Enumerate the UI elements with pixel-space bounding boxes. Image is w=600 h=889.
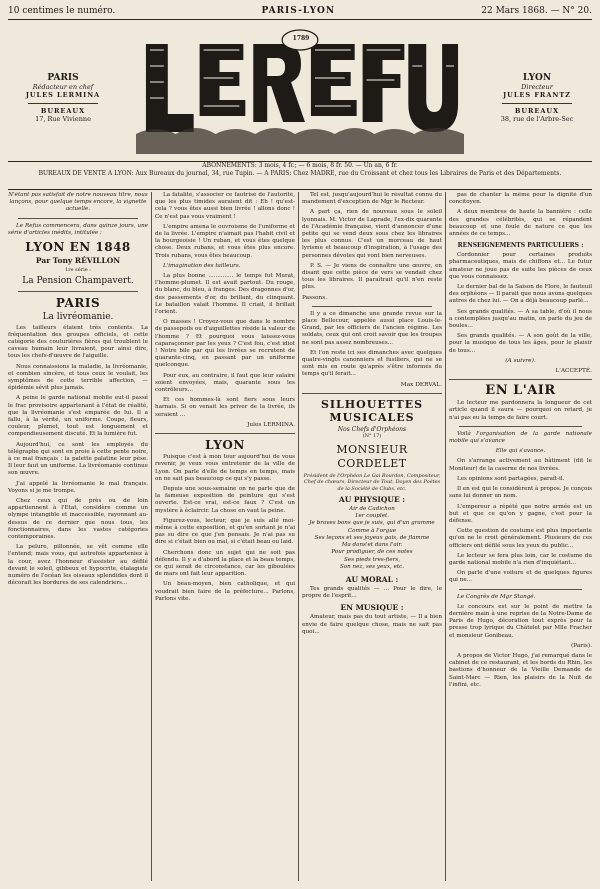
sales-offices: BUREAUX DE VENTE A LYON: Aux Bureaux du journal, 34, rue Tupin. — A PARIS: Chez MADRE, rue du Croissant et chez tous les Libraires de Paris et des Départements. (38, 170, 562, 177)
article-paragraph: A deux membres de haute la bannière : celle des grandes célébrités, qui se répandent beaucoup et une foule de nature ce que les années de ce temps... (449, 209, 592, 238)
subject-name: MONSIEUR CORDELET (336, 442, 408, 470)
article-paragraph: Un beau-moyen, bien catholique, et qui voudrait bien faire de la préfecture... Parlons, Parlons vite. (155, 581, 295, 602)
left-role: Rédacteur en chef (32, 82, 94, 91)
issue-date: 22 Mars 1868. — N° 20. (481, 6, 592, 16)
article-paragraph: Le lecteur me pardonnera la longueur de cet article quand il saura — pourquoi on retard, je n'ai pas eu la temps de faire court. (449, 400, 592, 421)
right-address: 38, rue de l'Arbre-Sec (500, 115, 574, 123)
article-paragraph: Cordonnier pour certaines produits pharmaceutiques, mais de chiffons et... Le futur amateur ne joue pas de suite les pièces de ceux que vous connaissez. (449, 252, 592, 280)
left-address: 17, Rue Vivienne (35, 115, 91, 123)
article-paragraph: Voilà l'organisation de la garde nationale mobile qui s'avance (449, 430, 592, 445)
article-paragraph: On parle d'une voiture et de quelques figures qui ne... (449, 570, 592, 584)
intro-note: N'étant pas satisfait de notre nouveau titre, nous lançons, pour quelque temps encore, la vignette actuelle. (8, 192, 148, 213)
column-divider (298, 192, 299, 881)
verse-couplet: 1er couplet. (354, 513, 390, 520)
verse-line: Ses pieds tres-fiers, (343, 556, 401, 563)
masthead (8, 22, 592, 162)
divider (155, 433, 295, 434)
left-city: PARIS (47, 73, 79, 83)
divider (449, 379, 592, 380)
section-title-silhouettes: SILHOUETTES MUSICALES (320, 397, 424, 424)
musique-heading: EN MUSIQUE : (340, 603, 404, 613)
price-label: 10 centimes le numéro. (8, 6, 116, 16)
article-paragraph: Il y a ce dimanche une grande revue sur la place Bellecour, appelée aussi place Louis-le-Grand, par les officiers de l'ancien régime. Les soldats, ceux qui ont croit savoir que les troupes ne sont pas assez nombreuses... (302, 310, 442, 346)
verse-line: Comme à l'orgue (347, 527, 397, 534)
article-paragraph: Tel est, jusqu'aujourd'hui le résultat connu du mandement d'exception de Mgr le Recteur. (302, 192, 442, 206)
verse-line: Son nez, ses yeux, etc. (339, 563, 405, 570)
city-label: PARIS-LYON (261, 6, 336, 16)
article-paragraph: Les tailleurs étaient très contents. La fréquentation des groupes officiels, et cette catégorie des couturières fières qui troublent le caveau humain leur livraient, pour ainsi dire, tous les chefs-d'œuvre de l'aiguille. (8, 324, 148, 360)
physique-heading: AU PHYSIQUE : (338, 495, 406, 505)
article-paragraph: La fatalité, s'associer ce fautrisé de l'autorité, que les plus timides auraient dit : Eh ! qu'est-cela ? vous êtes aussi bien livrée ! allons donc ! Ce n'est pas vous vraiment ! (155, 192, 295, 220)
particulars-heading: RENSEIGNEMENTS PARTICULIERS : (457, 242, 584, 250)
verse-air: Air de Cadichon (349, 506, 395, 513)
article-paragraph: A propos de Victor Hugo, j'ai remarqué dans le cabinet de ce restaurant, et les bords du Rhin, les bastions d'honneur de la Vieille Demande de Saint-Marc — Rien, les plaisirs de la Nuit de l'infini, etc. (449, 652, 592, 688)
article-paragraph: Cette question de costume est plus importante qu'on ne le croit généralement. Plusieurs de ces officiers ont défilé sous les yeux du public... (449, 528, 592, 549)
article-paragraph: L'empire amena le ouvroisme de l'uniforme et de la livrée. L'empire n'aimait pas l'habit civil et la bourgeoisie ! Un ruban, et vous êtes quelque chose. Deux rubans, et vous êtes plus encore. Trois rubans, vous êtes beaucoup. (155, 223, 295, 259)
column-2 (155, 192, 295, 881)
verse-line: Ses leçons et ses joyeux gais, de flamme (314, 534, 430, 541)
verse-line: Pour prodiguer, de ces notes (331, 549, 413, 556)
author-signature: Jules LERMINA. (247, 421, 295, 428)
article-paragraph: Nous connaissions la maladie, la livréomanie, et combien sincère, et tous ceux le voulait, les symptômes de cette terrible affection, — épidémie sévit plus jamais. (8, 363, 148, 392)
top-line (8, 4, 592, 18)
moral-heading: AU MORAL : (345, 574, 399, 584)
article-aside: (Paris). (570, 642, 592, 649)
article-paragraph: pas de chanter la même pour la dignité d'un concitoyen. (449, 192, 592, 206)
divider (18, 291, 138, 292)
article-paragraph: Aujourd'hui, ce sont les employés du télégraphe qui sont en proie à cette pente noire, à ce mal français : la palette palatine leur pèse. Il leur faut un uniforme. La livréomanie continue son œuvre. (8, 441, 148, 477)
article-paragraph: La pelure, pillonnée, se vêt comme elle l'entend; mais vous, qui autrefois apparteniez à la cour, avez l'honneur d'assister au défilé devant le soleil, gibbeux et hypocrite, étalagiste numéro de l'océan les oiseaux splendides dont il décorait les bordures de ses calendriers... (8, 544, 148, 587)
divider (18, 218, 138, 219)
logo-year: 1789 (292, 35, 310, 42)
masthead-right (482, 74, 592, 124)
article-paragraph: On s'arrange activement au bâtiment (dit le Moniteur) de la caserne de nos livrées. (449, 458, 592, 472)
masthead-left (8, 74, 118, 124)
section-number: (N° 17) (362, 433, 382, 440)
article-columns (8, 192, 592, 881)
article-paragraph: Tes grands qualités — ... Pour le dire, le propre de l'esprit... (302, 585, 442, 600)
subject-note: Président de l'Orphéon Le Gai Bourdon, Compositeur, Chef de chœurs, Directeur de Tout, Doyen des Poètes de la Société de Clubs, etc. (303, 472, 441, 492)
section-title-paris: PARIS (55, 295, 101, 310)
article-paragraph: Et l'on reste ici ses dimanches avec quelques quatre-vingts canonniers et fusiliers, qui ne se sont mis en route qu'après s'être informés du temps qu'il ferait... (302, 349, 442, 378)
subscription-prices: ABONNEMENTS: 3 mois, 4 fr.; — 6 mois, 8 fr. 50. — Un an, 6 fr. (202, 162, 398, 169)
article-paragraph: Cherchons donc un sujet qui ne soit pas défendu. Il y a d'abord la place et la beau temps, ce qui serait de circonstance, car les giboulées de mars ont fait leur apparition. (155, 549, 295, 578)
article-aside: Passons. (302, 294, 328, 301)
article-paragraph: Pour eux, au contraire, il faut que leur salaire soient envoyées, mais, quarante sous les contrôleurs... (155, 372, 295, 394)
article-paragraph: Le Congrès de Mgr Stangé. (457, 593, 536, 600)
divider (459, 589, 582, 590)
article-paragraph: Figurez-vous, lecteur, que je suis allé moi-même à cette exposition, et qu'en sortant je n'ai pas su dire ce que j'en pensais. Je n'ai pas su dire si c'était bien ou mal, si c'était beau ou laid. (155, 517, 295, 546)
divider (459, 426, 582, 427)
article-paragraph: Elle qui s'avance. (495, 448, 546, 455)
columns-rule (8, 189, 592, 190)
series-chapter: La Pension Champavert. (22, 275, 134, 286)
article-paragraph: Le concours est sur le point de mettre la dernière main à une reprise de la Notre-Dame de Paris de Hugo, décoration tout exprès pour la presse trop lyrique du Châtelet par Mlle Fracher et monsieur Gonibeau. (449, 603, 592, 639)
verse-line: Je braves bons que je suis, qui d'un gramme (309, 520, 435, 527)
column-divider (445, 192, 446, 881)
article-paragraph: O masses ! Croyez-vous que dans le nombre de passepoils ou d'aiguillettes réside la valeur de l'homme ? Et pourquoi vous laissez-vous caparaçonner par les yeux ? C'est fou, c'est idiot ! Notre bile par qui les livrées se recrutent de quarante-cinq, en passant par un uniforme quelconque. (155, 319, 295, 369)
article-paragraph: A peine le garde national mobile eut-il passé le frac provisoire appartenant à l'état de réalité, que la livréomanie s'est emparée de lui. Il a fallu, à la vérité, un uniforme. Coupe, fleurs, couleur, plumet, tout est longuement et compendieusement discuté. Et la lumière fut. (8, 395, 148, 438)
article-paragraph: Ses grands qualités. — A son goût de la ville, pour la musique de tous les âges, pour le plaisir de tous... (449, 333, 592, 354)
column-3 (302, 192, 442, 881)
series-title: LYON EN 1848 (25, 240, 131, 255)
series-notice: Le Refus commencera, dans quinze jours, une série d'articles inédits, intitulée : (8, 222, 148, 236)
article-paragraph: Puisque c'est à mon tour aujourd'hui de vous revenir, je veux vous entretenir de la ville de Lyon. On parle d'elle de temps en temps, mais on ne sait pas beaucoup ce qui s'y passe. (155, 454, 295, 482)
article-paragraph: A part ça, rien de nouveau sous le soleil lyonnais. M. Victor de Laprade, l'ex-dix quarante de l'Académie française, vient d'annoncer d'une petite qui se vend deux sous chez les libraires les plus connus. C'est un morceau de haut lyrisme et beaucoup d'inspiration, à l'usage des personnes dévotes qui vont bien nerveuses. (302, 209, 442, 259)
article-paragraph: L'empereur a répété que notre armée est un but et que ce qu'on y gagne, c'est pour la défense. (449, 503, 592, 524)
series-subtitle: 1re série : (65, 267, 91, 274)
column-1 (8, 192, 148, 881)
article-paragraph: Le lecteur se fera plus loin, car le costume du garde national mobile n'a rien d'inquiétant... (449, 552, 592, 566)
right-role: Directeur (521, 82, 553, 91)
article-paragraph: Ses grands qualités. — A sa table, d'où il nous a contemplées jusqu'au matin, on parle du jeu de boules... (449, 308, 592, 330)
left-editor-name: JULES LERMINA (25, 91, 101, 99)
right-city: LYON (522, 73, 552, 83)
right-director-name: JULES FRANTZ (503, 91, 571, 99)
divider (312, 306, 432, 307)
section-subtitle: Nos Chefs d'Orphéons (337, 425, 407, 433)
article-paragraph: Depuis une sous-semaine on ne parle que de la fameuse exposition de peinture qui s'est ouverte. Est-ce vrai, est-ce faux ? C'est un mystère à éclaircir. La chose en vaut la peine. (155, 485, 295, 514)
divider (302, 393, 442, 394)
subscription-info (8, 162, 592, 188)
section-title-lyon: LYON (205, 438, 245, 453)
verse-line: Ma dans'et dans l'air. (341, 542, 403, 549)
author-signature: Max DERVAL. (400, 381, 442, 388)
article-paragraph: Chez ceux qui de près ou de loin appartiennent à l'Etat, considère comme un olympe intangible et inaccessible, rayonnant au-dessus de ce dernier que nous tous, les fonctionnaires, dans les vastes catégories contemporaines. (8, 497, 148, 540)
article-paragraph: Amateur, mais pas du tout artiste, — Il a bien envie de faire quelque chose, mais ne sait pas quoi... (302, 614, 442, 635)
article-paragraph: Et ces hommes-là sont fiers sous leurs harnais. Si on venait les priver de la livrée, ils seraient ... (155, 397, 295, 418)
newspaper-logo (136, 26, 464, 154)
top-rule (8, 19, 592, 20)
series-author: Par Tony RÉVILLON (35, 256, 121, 266)
article-paragraph: Le dernier bal de la Saison de Flore, le fauteuil des orphéons — Il parait que nous avons quelques autres de chez lui. — On a déjà beaucoup parlé... (449, 284, 592, 305)
article-paragraph: La plus bonne .............. le temps fut Murat, l'homme-plumet. Il est avait partout. Du rouge, du blanc, du bleu, à franges. Des dragonnes d'or, des passements d'or, du brillant, du clinquant. Le bataillon valait l'homme. Il criait, il brillait l'orient. (155, 273, 295, 316)
article-paragraph: J'ai appelé la livréomanie le mal français. Voyons si je me trompe. (8, 480, 148, 494)
article-paragraph: L'imagination des tailleurs. (163, 262, 241, 269)
right-office-label: BUREAUX (514, 106, 560, 115)
left-office-label: BUREAUX (40, 106, 86, 115)
article-paragraph: Les opinions sont partagées, paraît-il. (457, 475, 565, 482)
section-subtitle: La livréomanie. (42, 311, 114, 322)
author-signature: L'ACCEPTÉ. (555, 368, 592, 375)
article-paragraph: P. S. — Je viens de connaître une œuvre, en disant que cette pièce de vers se vendait chez tous les libraires. Il paraîtrait qu'il n'en reste plus. (302, 262, 442, 291)
column-4 (449, 192, 592, 881)
column-divider (151, 192, 152, 881)
logo-graphic (136, 26, 464, 154)
to-be-continued: (A suivre). (505, 357, 536, 364)
section-title-en-lair: EN L'AIR (485, 383, 556, 399)
article-paragraph: Il en est qui le considèrent à propos. Je conçois sans lui donner un nom. (449, 486, 592, 500)
